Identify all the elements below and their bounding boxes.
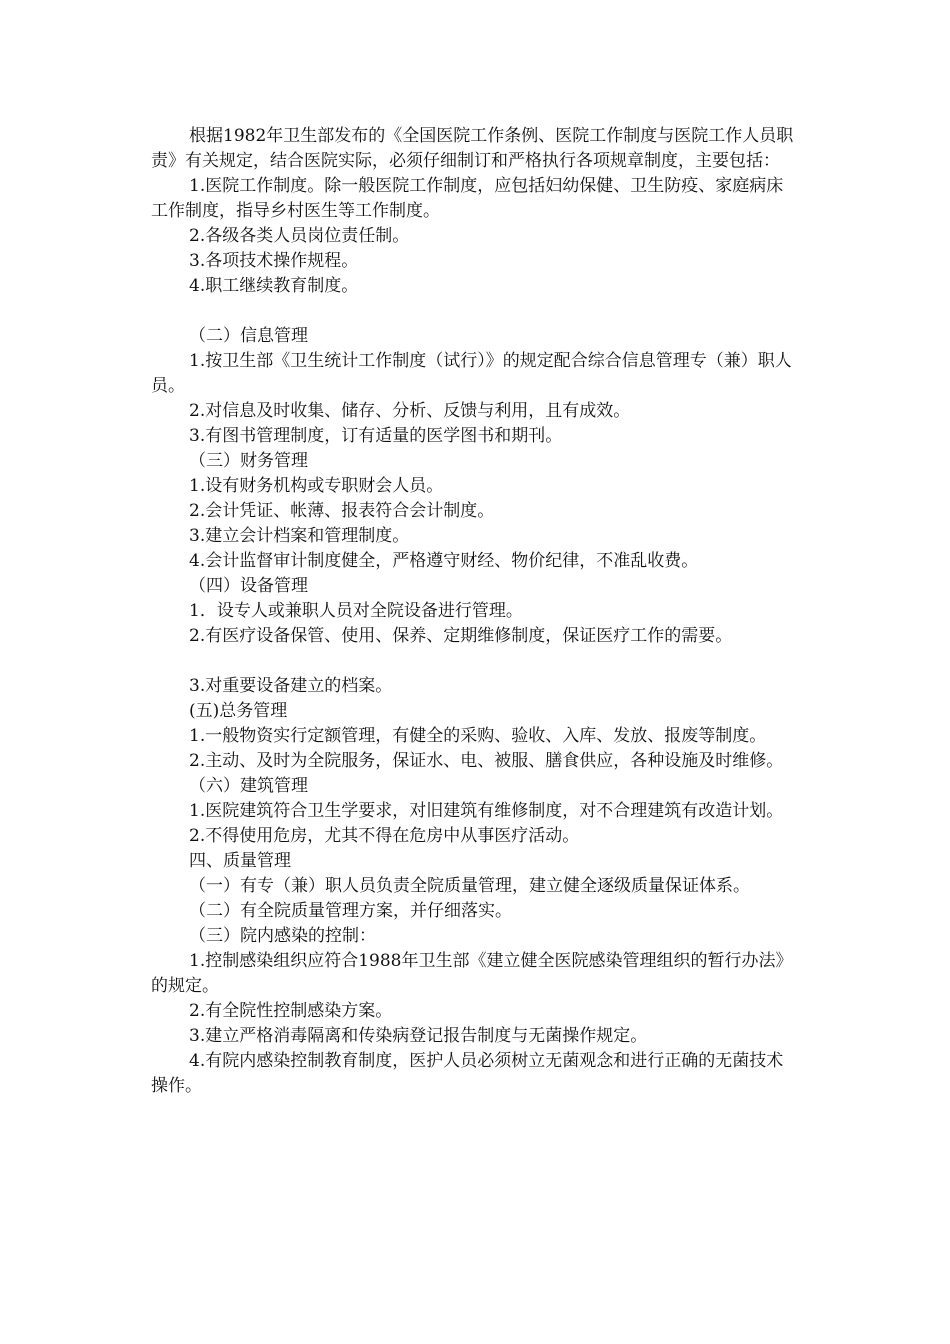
- list-item: 1．设专人或兼职人员对全院设备进行管理。: [189, 601, 523, 621]
- document-body: [151, 124, 796, 1099]
- list-item: 2.主动、及时为全院服务，保证水、电、被服、膳食供应，各种设施及时维修。: [189, 751, 784, 771]
- list-item: 2.会计凭证、帐薄、报表符合会计制度。: [189, 501, 495, 521]
- list-item: 2.有医疗设备保管、使用、保养、定期维修制度，保证医疗工作的需要。: [189, 626, 733, 646]
- section-heading: （四）设备管理: [189, 576, 308, 596]
- blank-line: [151, 299, 796, 324]
- blank-line: [151, 649, 796, 674]
- chapter-heading: 四、质量管理: [189, 851, 291, 871]
- list-item: 3.建立会计档案和管理制度。: [189, 526, 410, 546]
- list-item: 3.各项技术操作规程。: [189, 251, 359, 271]
- list-item: 2.不得使用危房，尤其不得在危房中从事医疗活动。: [189, 826, 580, 846]
- section-heading: （二）信息管理: [189, 326, 308, 346]
- list-item: 1.一般物资实行定额管理，有健全的采购、验收、入库、发放、报废等制度。: [189, 726, 767, 746]
- list-item: 2.有全院性控制感染方案。: [189, 1001, 393, 1021]
- list-item: 4.会计监督审计制度健全，严格遵守财经、物价纪律，不准乱收费。: [189, 551, 699, 571]
- section-heading: (五)总务管理: [189, 701, 288, 721]
- list-item: 4.有院内感染控制教育制度，医护人员必须树立无菌观念和进行正确的无菌技术操作。: [151, 1051, 784, 1096]
- section-paragraph: （一）有专（兼）职人员负责全院质量管理，建立健全逐级质量保证体系。: [189, 876, 750, 896]
- list-item: 1.控制感染组织应符合1988年卫生部《建立健全医院感染管理组织的暂行办法》的规定。: [151, 951, 793, 996]
- list-item: 1.医院工作制度。除一般医院工作制度，应包括妇幼保健、卫生防疫、家庭病床工作制度，指导乡村医生等工作制度。: [151, 176, 784, 221]
- section-heading: （六）建筑管理: [189, 776, 308, 796]
- list-item: 1.按卫生部《卫生统计工作制度（试行）》的规定配合综合信息管理专（兼）职人员。: [151, 351, 792, 396]
- section-paragraph: （二）有全院质量管理方案，并仔细落实。: [189, 901, 512, 921]
- list-item: 3.建立严格消毒隔离和传染病登记报告制度与无菌操作规定。: [189, 1026, 648, 1046]
- list-item: 3.对重要设备建立的档案。: [189, 676, 393, 696]
- list-item: 3.有图书管理制度，订有适量的医学图书和期刊。: [189, 426, 563, 446]
- list-item: 4.职工继续教育制度。: [189, 276, 359, 296]
- list-item: 1.设有财务机构或专职财会人员。: [189, 476, 444, 496]
- list-item: 2.各级各类人员岗位责任制。: [189, 226, 410, 246]
- intro-paragraph: 根据1982年卫生部发布的《全国医院工作条例、医院工作制度与医院工作人员职责》有关规定，结合医院实际，必须仔细制订和严格执行各项规章制度，主要包括：: [151, 126, 794, 171]
- section-heading: （三）院内感染的控制：: [189, 926, 376, 946]
- section-heading: （三）财务管理: [189, 451, 308, 471]
- list-item: 1.医院建筑符合卫生学要求，对旧建筑有维修制度，对不合理建筑有改造计划。: [189, 801, 784, 821]
- list-item: 2.对信息及时收集、储存、分析、反馈与利用，且有成效。: [189, 401, 631, 421]
